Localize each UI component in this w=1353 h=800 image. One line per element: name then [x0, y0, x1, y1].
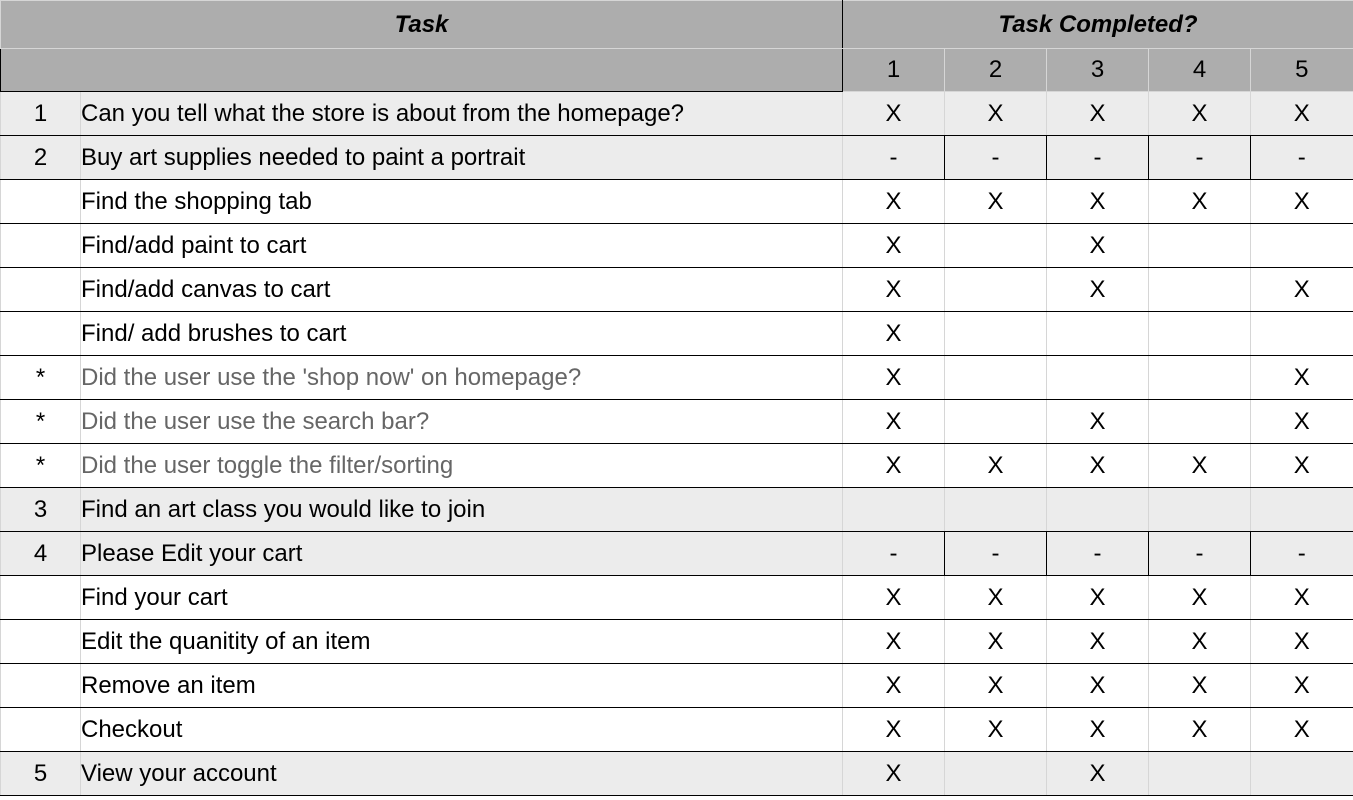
task-column-header: Task: [1, 1, 843, 49]
task-description: Find/ add brushes to cart: [81, 312, 843, 356]
completion-mark-p2: X: [945, 620, 1047, 664]
completion-mark-p1: [843, 488, 945, 532]
completion-mark-p5: -: [1251, 136, 1353, 180]
table-row: [1, 224, 1353, 268]
task-description: View your account: [81, 752, 843, 796]
row-index: 3: [1, 488, 81, 532]
task-description: Edit the quanitity of an item: [81, 620, 843, 664]
task-description: Can you tell what the store is about from the homepage?: [81, 92, 843, 136]
completion-mark-p4: -: [1149, 136, 1251, 180]
task-description: Please Edit your cart: [81, 532, 843, 576]
task-description: Checkout: [81, 708, 843, 752]
completion-mark-p3: [1047, 356, 1149, 400]
completion-mark-p4: [1149, 268, 1251, 312]
row-index: [1, 576, 81, 620]
completion-mark-p5: X: [1251, 400, 1353, 444]
completion-mark-p3: X: [1047, 224, 1149, 268]
row-index: *: [1, 400, 81, 444]
task-description: Find an art class you would like to join: [81, 488, 843, 532]
completion-mark-p2: X: [945, 92, 1047, 136]
completion-mark-p4: -: [1149, 532, 1251, 576]
table-row: [1, 312, 1353, 356]
completion-mark-p2: [945, 268, 1047, 312]
row-index: [1, 664, 81, 708]
task-description: Find your cart: [81, 576, 843, 620]
row-index: [1, 708, 81, 752]
completion-mark-p3: X: [1047, 708, 1149, 752]
completion-mark-p5: [1251, 752, 1353, 796]
table-body: [1, 92, 1353, 796]
row-index: 5: [1, 752, 81, 796]
completion-mark-p3: X: [1047, 752, 1149, 796]
task-description: Find the shopping tab: [81, 180, 843, 224]
completion-mark-p1: X: [843, 224, 945, 268]
row-index: [1, 224, 81, 268]
completion-mark-p2: [945, 356, 1047, 400]
participant-header-3: 3: [1047, 49, 1149, 92]
task-description: Remove an item: [81, 664, 843, 708]
completion-mark-p2: X: [945, 708, 1047, 752]
table-row: [1, 488, 1353, 532]
table-row: [1, 356, 1353, 400]
completion-mark-p3: X: [1047, 444, 1149, 488]
completion-mark-p5: X: [1251, 708, 1353, 752]
task-description: Find/add paint to cart: [81, 224, 843, 268]
table-row: [1, 708, 1353, 752]
completion-mark-p1: -: [843, 532, 945, 576]
table-row: [1, 268, 1353, 312]
completion-mark-p2: X: [945, 664, 1047, 708]
completion-mark-p3: X: [1047, 268, 1149, 312]
table-row: [1, 400, 1353, 444]
table-row: [1, 664, 1353, 708]
completion-mark-p5: [1251, 488, 1353, 532]
table-row: [1, 444, 1353, 488]
task-description: Did the user use the 'shop now' on homepage?: [81, 356, 843, 400]
completion-mark-p2: X: [945, 576, 1047, 620]
completion-mark-p3: X: [1047, 400, 1149, 444]
completion-mark-p2: -: [945, 136, 1047, 180]
row-index: [1, 268, 81, 312]
completion-mark-p2: [945, 224, 1047, 268]
task-description: Did the user use the search bar?: [81, 400, 843, 444]
completion-mark-p3: X: [1047, 576, 1149, 620]
completion-mark-p1: X: [843, 400, 945, 444]
completion-mark-p4: [1149, 400, 1251, 444]
completion-mark-p1: X: [843, 620, 945, 664]
completion-mark-p4: [1149, 312, 1251, 356]
row-index: [1, 620, 81, 664]
completion-mark-p2: [945, 752, 1047, 796]
completion-mark-p1: X: [843, 708, 945, 752]
completion-mark-p3: X: [1047, 180, 1149, 224]
completion-mark-p2: [945, 488, 1047, 532]
completion-mark-p2: -: [945, 532, 1047, 576]
completion-mark-p4: [1149, 488, 1251, 532]
participant-header-2: 2: [945, 49, 1047, 92]
completion-mark-p5: [1251, 312, 1353, 356]
completion-mark-p5: X: [1251, 268, 1353, 312]
completion-mark-p1: -: [843, 136, 945, 180]
completion-mark-p5: X: [1251, 356, 1353, 400]
completion-mark-p5: X: [1251, 180, 1353, 224]
completion-mark-p3: [1047, 488, 1149, 532]
completion-mark-p3: [1047, 312, 1149, 356]
table-row: [1, 180, 1353, 224]
table-row: [1, 752, 1353, 796]
completion-mark-p5: [1251, 224, 1353, 268]
row-index: *: [1, 356, 81, 400]
completion-mark-p3: X: [1047, 620, 1149, 664]
header-spacer: [1, 49, 843, 92]
completion-mark-p5: -: [1251, 532, 1353, 576]
completion-mark-p4: X: [1149, 708, 1251, 752]
completion-mark-p5: X: [1251, 620, 1353, 664]
completion-mark-p5: X: [1251, 576, 1353, 620]
completion-mark-p4: [1149, 224, 1251, 268]
completion-mark-p5: X: [1251, 92, 1353, 136]
row-index: 2: [1, 136, 81, 180]
completion-mark-p1: X: [843, 92, 945, 136]
completion-mark-p3: -: [1047, 532, 1149, 576]
completion-mark-p4: X: [1149, 92, 1251, 136]
completion-mark-p1: X: [843, 356, 945, 400]
task-description: Did the user toggle the filter/sorting: [81, 444, 843, 488]
completion-mark-p4: X: [1149, 576, 1251, 620]
participant-header-4: 4: [1149, 49, 1251, 92]
completion-mark-p4: [1149, 356, 1251, 400]
table-row: [1, 136, 1353, 180]
participant-header-5: 5: [1251, 49, 1353, 92]
table-row: [1, 92, 1353, 136]
completion-mark-p3: X: [1047, 92, 1149, 136]
row-index: 4: [1, 532, 81, 576]
task-completed-header: Task Completed?: [843, 1, 1353, 49]
row-index: *: [1, 444, 81, 488]
completion-mark-p1: X: [843, 752, 945, 796]
table-row: [1, 620, 1353, 664]
completion-mark-p1: X: [843, 664, 945, 708]
completion-mark-p4: [1149, 752, 1251, 796]
completion-mark-p2: X: [945, 444, 1047, 488]
task-description: Find/add canvas to cart: [81, 268, 843, 312]
completion-mark-p1: X: [843, 312, 945, 356]
completion-mark-p2: [945, 312, 1047, 356]
completion-mark-p3: X: [1047, 664, 1149, 708]
completion-mark-p1: X: [843, 444, 945, 488]
table-row: [1, 576, 1353, 620]
completion-mark-p4: X: [1149, 444, 1251, 488]
completion-mark-p5: X: [1251, 664, 1353, 708]
completion-mark-p2: [945, 400, 1047, 444]
participant-header-1: 1: [843, 49, 945, 92]
completion-mark-p1: X: [843, 180, 945, 224]
completion-mark-p4: X: [1149, 180, 1251, 224]
row-index: 1: [1, 92, 81, 136]
completion-mark-p1: X: [843, 576, 945, 620]
completion-mark-p2: X: [945, 180, 1047, 224]
completion-mark-p3: -: [1047, 136, 1149, 180]
completion-mark-p1: X: [843, 268, 945, 312]
completion-mark-p5: X: [1251, 444, 1353, 488]
table-row: [1, 532, 1353, 576]
row-index: [1, 312, 81, 356]
row-index: [1, 180, 81, 224]
completion-mark-p4: X: [1149, 664, 1251, 708]
completion-mark-p4: X: [1149, 620, 1251, 664]
task-description: Buy art supplies needed to paint a portrait: [81, 136, 843, 180]
